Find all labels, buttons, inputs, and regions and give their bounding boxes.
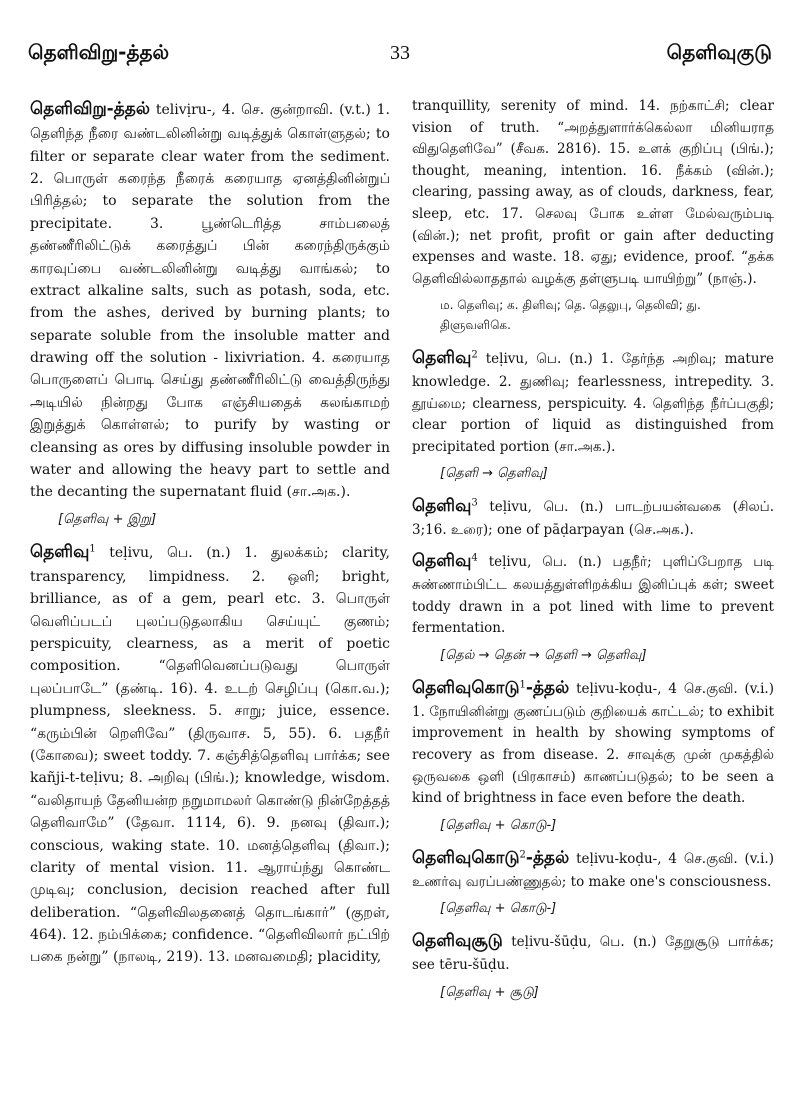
headword: தெளிவுகொடு — [412, 847, 520, 868]
headword: தெளிவுசூடு — [412, 931, 503, 952]
entry-body: telivịru-, 4. செ. குன்றாவி. (v.t.) 1. தெளிந்த நீரை வண்டலினின்று வடித்துக் கொள்ளுதல்; to filter or separate clear water from the sediment. 2. பொருள் கரைந்த நீரைக் கரையாத ஏனத்தினின்றுப் பிரித்தல்; to separate the solution from the precipitate. 3. பூண்டெரித்த சாம்பலைத் தண்ணீரிலிட்டுக் கரைத்துப் பின் கரைந்திருக்கும் காரவுப்பை வண்டலினின்று வடித்து வாங்கல்; to extract alkaline salts, such as potash, soda, etc. from the ashes, derived by burning plants; to separate soluble from the insoluble matter and drawing off the solution - lixivriation. 4. கரையாத பொருளைப் பொடி செய்து தண்ணீரிலிட்டு வைத்திருந்து அடியில் நின்றது போக எஞ்சியதைக் கலங்காமற் இறுத்துக் கொள்ளல்; to purify by wasting or cleansing as ores by diffusing insoluble powder in water and allowing the heavy part to settle and the decanting the supernatant fluid (சா.அக.). — [30, 102, 391, 501]
guide-word-left: தெளிவிறு-த்தல் — [28, 40, 170, 64]
entry-telivukodu-2 — [412, 845, 774, 894]
etymology: [தெளிவு + கொடு-] — [440, 817, 557, 833]
homonym-number: 1 — [89, 542, 96, 554]
entry-body: teḷivu, பெ. (n.) 1. தேர்ந்த அறிவு; mature knowledge. 2. துணிவு; fearlessness, intrepedity. 3. தூய்மை; clearness, perspicuity. 4. தெளிந்த நீர்ப்பகுதி; clear portion of liquid as distinguished from precipitated portion (சா.அக.). — [412, 350, 774, 455]
page-header — [28, 40, 772, 80]
etymology: [தெளிவு + கொடு-] — [440, 901, 557, 917]
entry-telivukodu-1 — [412, 675, 774, 810]
entry-telivu-2 — [412, 345, 774, 459]
headword: தெளிவு — [412, 496, 472, 517]
entry-body: teḷivu, பெ. (n.) பாடற்பயன்வகை (சிலப். 3;16. உரை); one of pāḍarpayan (செ.அக.). — [412, 499, 774, 539]
entry-body: teḷivu-koḍu-, 4 செ.குவி. (v.i.) உணர்வு வரப்பண்ணுதல்; to make one's consciousness. — [412, 850, 774, 890]
homonym-number: 2 — [519, 849, 526, 861]
entry-body: teḷivu, பெ. (n.) பதநீர்; புளிப்பேறாத படி சுண்ணாம்பிட்ட கலயத்துள்ளிறக்கிய இனிப்புக் கள்; sweet toddy drawn in a pot lined with lime to prevent fermentation. — [412, 553, 775, 637]
headword: தெளிவு — [412, 550, 472, 571]
entry-telivu-3 — [412, 493, 774, 542]
entry-body: teḷivu-šūḍu, பெ. (n.) தேறுசூடு பார்க்க; see tēru-šūḍu. — [412, 934, 774, 974]
headword: தெளிவு — [412, 347, 472, 368]
entry-telivusudu — [412, 928, 774, 977]
guide-word-right: தெளிவுகுடு — [666, 40, 772, 64]
etymology: [தெளிவு + இறு] — [58, 511, 157, 527]
entry-body: teḷivu-koḍu-, 4 செ.குவி. (v.i.) 1. நோயினின்று குணப்படும் குறியைக் காட்டல்; to exhibit improvement in health by showing symptoms of recovery as from disease. 2. சாவுக்கு முன் முகத்தில் ஒருவகை ஒளி (பிரகாசம்) காணப்படுதல்; to be seen a kind of brightness in face even before the death. — [412, 680, 774, 807]
homonym-number: 2 — [471, 349, 478, 361]
cognates: ம. தெளிவு; க. திளிவு; தெ. தெலுபு, தெலிவி; து. திளுவளிகெ. — [440, 298, 701, 332]
headword: தெளிவு — [30, 541, 90, 562]
entry-continuation: tranquillity, serenity of mind. 14. நற்காட்சி; clear vision of truth. “அறத்துளார்க்கெல்லா மினியராத விதுதெளிவே” (சீவக. 2816). 15. உளக் குறிப்பு (பிங்.); thought, meaning, intention. 16. நீக்கம் (வின்.); clearing, passing away, as of clouds, darkness, fear, sleep, etc. 17. செலவு போக உள்ள மேல்வரும்படி (வின்.); net profit, profit or gain after deducting expenses and waste. 18. ஏது; evidence, proof. “தக்க தெளிவில்லாததால் வழக்கு தள்ளுபடி யாயிற்று” (நாஞ்.). — [412, 98, 774, 287]
homonym-number: 4 — [471, 552, 478, 564]
etymology: [தெளிவு + சூடு] — [440, 984, 539, 1000]
right-column — [412, 96, 774, 1012]
entry-telivu-1 — [30, 539, 390, 969]
page-number: 33 — [390, 42, 410, 64]
homonym-number: 3 — [471, 497, 478, 509]
etymology: [தெளி → தெளிவு] — [440, 466, 548, 482]
headword-suffix: -த்தல் — [525, 847, 570, 868]
headword: தெளிவுகொடு — [412, 677, 520, 698]
homonym-number: 1 — [519, 679, 526, 691]
left-column — [30, 96, 390, 975]
entry-telivirru — [30, 96, 390, 504]
etymology: [தெல் → தென் → தெளி → தெளிவு] — [440, 647, 647, 663]
headword-suffix: -த்தல் — [525, 677, 570, 698]
entry-body: teḷivu, பெ. (n.) 1. துலக்கம்; clarity, transparency, limpidness. 2. ஒளி; bright, brilliance, as of a gem, pearl etc. 3. பொருள் வெளிப்படப் புலப்படுதலாகிய செய்யுட் குணம்; perspicuity, clearness, as a merit of poetic composition. “தெளிவெனப்படுவது பொருள் புலப்பாடே” (தண்டி. 16). 4. உடற் செழிப்பு (கொ.வ.); plumpness, sleekness. 5. சாறு; juice, essence. “கரும்பின் றெளிவே” (திருவாச. 5, 55). 6. பதநீர் (கோவை); sweet toddy. 7. கஞ்சித்தெளிவு பார்க்க; see kañji-t-teḷivu; 8. அறிவு (பிங்.); knowledge, wisdom. “வலிதாயந் தேனியன்ற நறுமாமலர் கொண்டு நின்றேத்தத் தெளிவாமே” (தேவா. 1114, 6). 9. நனவு (திவா.); conscious, waking state. 10. மனத்தெளிவு (திவா.); clarity of mental vision. 11. ஆராய்ந்து கொண்ட முடிவு; conclusion, decision reached after full deliberation. “தெளிவிலதனைத் தொடங்கார்” (குறள், 464). 12. நம்பிக்கை; confidence. “தெளிவிலார் நட்பிற் பகை நன்று” (நாலடி, 219). 13. மனவமைதி; placidity, — [30, 544, 390, 966]
headword: தெளிவிறு-த்தல் — [30, 99, 150, 119]
entry-telivu-4 — [412, 548, 774, 640]
